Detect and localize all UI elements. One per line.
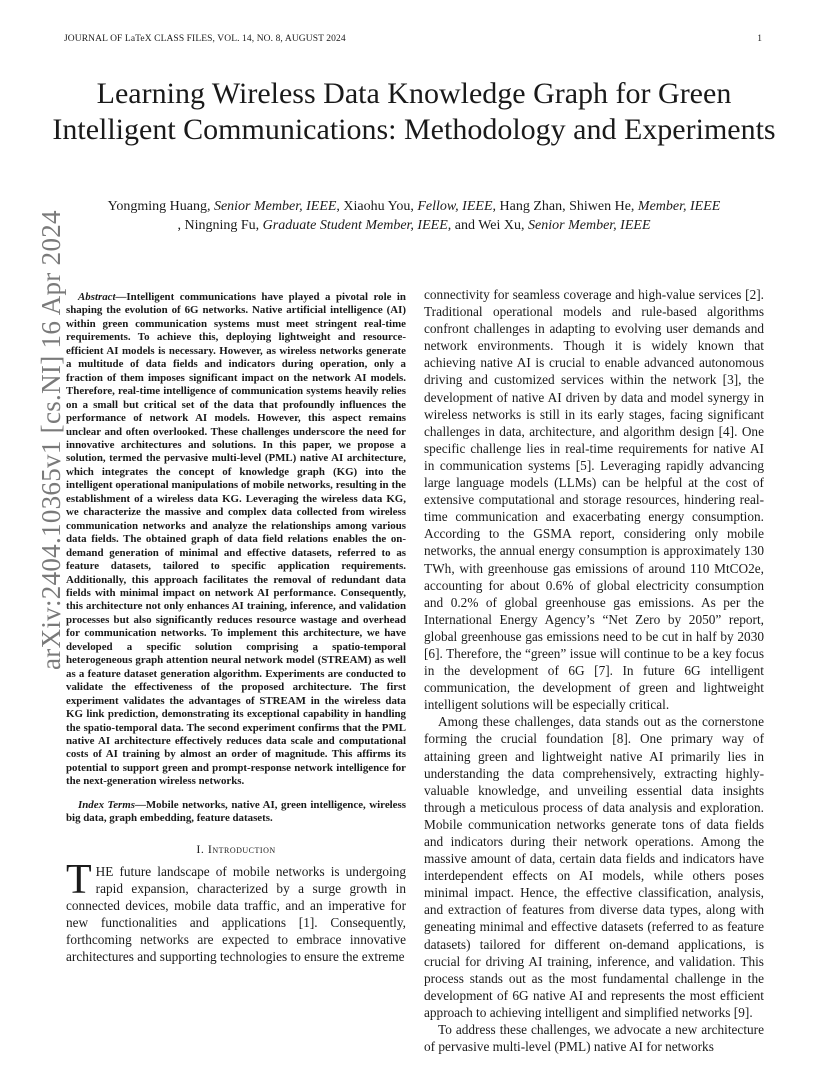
- author-role: Senior Member, IEEE: [213, 199, 337, 214]
- intro-text: HE future landscape of mobile networks is undergoing rapid expansion, characterized by a surge growth in connected devices, mobile data traffic, and an imperative for new functionalities and applications [1]. Consequently, forthcoming networks are expected to embrace innovative architectures and supporting technologies to ensure the extreme: [66, 863, 406, 965]
- arxiv-stamp: arXiv:2404.10365v1 [cs.NI] 16 Apr 2024: [36, 210, 66, 670]
- abstract-text: —Intelligent communications have played a pivotal role in shaping the evolution of 6G networks. Native artificial intelligence (AI) within green communication systems must meet stringent real-time requirements. To achieve this, deploying lightweight and resource-efficient AI models is necessary. However, as wireless networks generate a multitude of data fields and indicators during operation, only a fraction of them imposes significant impact on the network AI models. Therefore, real-time intelligence of communication systems heavily relies on a small but critical set of the data that profoundly influences the performance of network AI models. However, this aspect remains unclear and often overlooked. These challenges underscore the need for innovative architectures and solutions. In this paper, we propose a solution, termed the pervasive multi-level (PML) native AI architecture, which integrates the concept of knowledge graph (KG) into the intelligent operational manipulations of mobile networks, resulting in the establishment of a wireless data KG. Leveraging the wireless data KG, we characterize the massive and complex data collected from wireless communication networks and analyze the relationships among various data fields. The obtained graph of data field relations enables the on-demand generation of minimal and effective datasets, referred to as feature datasets, tailored to specific application requirements. Additionally, this approach facilitates the removal of redundant data fields with minimal impact on network AI performance. Consequently, this architecture not only enhances AI training, inference, and validation processes but also significantly reduces resource wastage and overhead for communication networks. To implement this architecture, we have developed a specific solution comprising a spatio-temporal heterogeneous graph attention neural network model (STREAM) as well as a feature dataset generation algorithm. Experiments are conducted to validate the effectiveness of the proposed architecture. The first experiment validates the advantages of STREAM in the wireless data KG link prediction, demonstrating its exceptional capability in handling the spatio-temporal data. The second experiment confirms that the PML native AI architecture effectively reduces data scale and computational costs of AI training by almost an order of magnitude. This affirms its potential to support green and prompt-response network intelligence for the next-generation wireless networks.: [66, 291, 406, 788]
- running-header: JOURNAL OF LaTeX CLASS FILES, VOL. 14, NO. 8, AUGUST 2024: [64, 34, 346, 44]
- author-text: Yongming Huang,: [107, 199, 214, 214]
- author-role: Fellow, IEEE: [417, 199, 493, 214]
- left-column: [66, 291, 406, 965]
- body-paragraph: connectivity for seamless coverage and high-value services [2]. Traditional operational models and rule-based algorithms confront challenges in adapting to evolving user demands and network environments. Though it is widely known that achieving native AI is crucial to enable advanced autonomous driving and customized services within the network [3], the development of native AI driven by data and model synergy in wireless networks is still in its early stages, facing significant challenges in data, architecture, and algorithm design [4]. One specific challenge lies in real-time requirements for native AI in communication systems [5]. Leveraging rapidly advancing large language models (LLMs) can be helpful at the cost of extensive computational and storage resources, hindering real-time communication and exacerbating energy consumption. According to the GSMA report, considering only mobile networks, the annual energy consumption is approximately 130 TWh, with greenhouse gas emissions of around 110 MtCO2e, accounting for about 0.6% of global electricity consumption and 0.2% of global greenhouse gas emissions. As per the International Energy Agency’s “Net Zero by 2050” report, global greenhouse gas emissions need to be cut in half by 2030 [6]. Therefore, the “green” issue will continue to be a key focus in the development of 6G [7]. In future 6G intelligent communication, the development of green and lightweight intelligent solutions will be especially critical.: [424, 287, 764, 713]
- author-role: Member, IEEE: [637, 199, 721, 214]
- section-heading: I. Introduction: [196, 841, 276, 856]
- index-terms-text: —Mobile networks, native AI, green intelligence, wireless big data, graph embedding, feature datasets.: [66, 798, 406, 825]
- intro-paragraph: [66, 856, 406, 966]
- author-text: , Ningning Fu,: [177, 218, 263, 233]
- index-terms-label: Index Terms: [78, 798, 135, 811]
- page-number: 1: [757, 34, 762, 44]
- author-text: , and Wei Xu,: [447, 218, 529, 233]
- abstract-label: Abstract: [78, 291, 116, 303]
- author-text: , Xiaohu You,: [336, 199, 418, 214]
- author-role: Graduate Student Member, IEEE: [262, 218, 448, 233]
- index-terms: [66, 799, 406, 826]
- abstract: [66, 291, 406, 789]
- body-paragraph: Among these challenges, data stands out as the cornerstone forming the crucial foundation [8]. One primary way of attaining green and lightweight native AI primarily lies in understanding the data comprehensively, extracting highly-valuable knowledge, and unveiling essential data insights through a meticulous process of data analysis and exploration. Mobile communication networks generate tons of data fields and indicators during their network operations. Among the massive amount of data, certain data fields and indicators have interdependent effects on AI models, while others poses minimal impact. Hence, the effective classification, analysis, and extraction of features from diverse data types, along with geneating minimal and effective datasets (referred to as feature datasets) tailored for different on-demand applications, is crucial for driving AI training, inference, and validation. This process stands out as the most fundamental challenge in the development of 6G native AI and represents the most efficient approach to achieving intelligent and simplified networks [9].: [424, 714, 764, 1020]
- drop-cap: T: [66, 856, 92, 903]
- author-list: [60, 197, 768, 235]
- paper-title: Learning Wireless Data Knowledge Graph for Green Intelligent Communications: Methodology and Experiments: [52, 77, 776, 146]
- author-role: Senior Member, IEEE: [528, 218, 651, 233]
- body-paragraph: To address these challenges, we advocate a new architecture of pervasive multi-level (PML) native AI for networks: [424, 1022, 764, 1055]
- author-text: , Hang Zhan, Shiwen He,: [492, 199, 638, 214]
- right-column: [424, 286, 764, 1055]
